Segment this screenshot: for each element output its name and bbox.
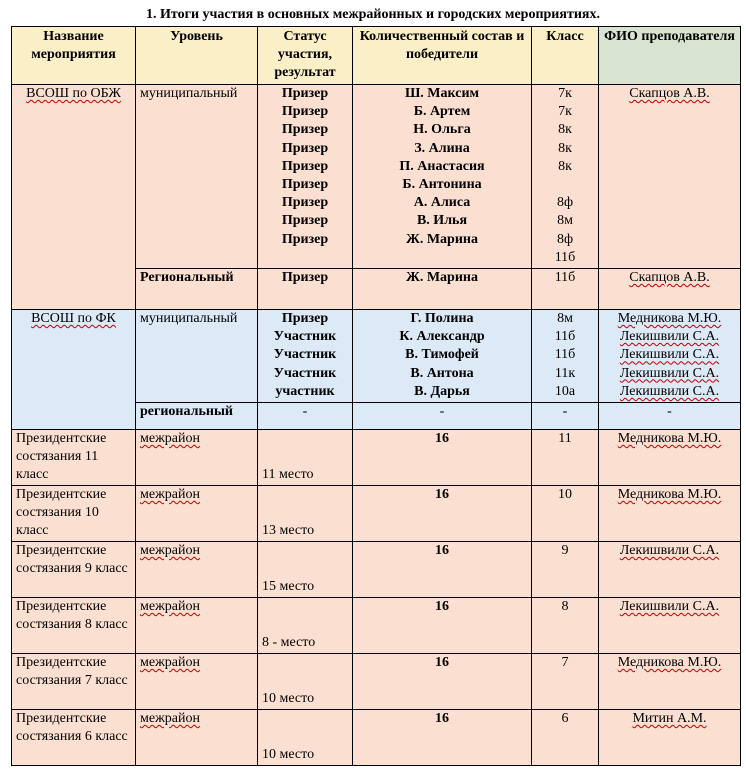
list-line: Б. Антонина xyxy=(402,177,482,193)
teacher-cell xyxy=(599,85,741,269)
teacher-cell xyxy=(599,486,741,542)
table-row-presidential xyxy=(12,486,741,542)
level-text: межрайон xyxy=(140,599,200,614)
list-line: Призер xyxy=(281,158,329,174)
status-cell: 10 место xyxy=(258,710,353,766)
teacher-text: Митин А.М. xyxy=(632,711,707,726)
list-line: Г. Полина xyxy=(410,311,474,326)
list-line: Призер xyxy=(281,140,329,156)
grade-list xyxy=(532,85,599,269)
header-row xyxy=(12,27,741,85)
teacher-text: Медникова М.Ю. xyxy=(617,487,722,502)
event-name: ВСОШ по ОБЖ xyxy=(26,86,121,101)
event-cell: Президентские состязания 8 класс xyxy=(12,598,136,654)
header-participants: Количественный состав и победители xyxy=(353,27,532,85)
list-line: Участник xyxy=(273,365,337,381)
list-line: 11б xyxy=(554,329,576,345)
table-row-fk-municipal xyxy=(12,310,741,403)
list-line: В. Дарья xyxy=(414,383,470,399)
event-cell: Президентские состязания 11 класс xyxy=(12,430,136,486)
list-line: К. Александр xyxy=(399,329,485,345)
results-table xyxy=(11,26,741,766)
grade-list xyxy=(532,310,599,403)
teacher-name: Лекишвили С.А. xyxy=(619,365,720,381)
teacher-cell xyxy=(599,542,741,598)
teacher-name: Лекишвили С.А. xyxy=(619,383,720,399)
level-text: межрайон xyxy=(140,431,200,446)
grade-cell: 11б xyxy=(532,269,599,310)
list-line: Призер xyxy=(281,177,329,193)
participants-cell: 16 xyxy=(353,542,532,598)
level-cell xyxy=(136,542,258,598)
event-cell-obzh xyxy=(12,85,136,310)
list-line: В. Антона xyxy=(410,365,474,381)
event-cell: Президентские состязания 6 класс xyxy=(12,710,136,766)
list-line: 11б xyxy=(554,249,576,265)
header-teacher: ФИО преподавателя xyxy=(599,27,741,85)
list-line: 8к xyxy=(558,122,572,138)
grade-cell: 9 xyxy=(532,542,599,598)
participants-cell: 16 xyxy=(353,430,532,486)
level-cell xyxy=(136,654,258,710)
list-line: 8к xyxy=(558,158,572,174)
list-line: Н. Ольга xyxy=(413,122,471,138)
status-cell: 13 место xyxy=(258,486,353,542)
list-line: 8м xyxy=(557,213,573,229)
list-line: участник xyxy=(275,383,335,399)
list-line: Участник xyxy=(273,347,337,363)
teacher-list xyxy=(599,310,741,403)
list-line: Участник xyxy=(273,329,337,345)
status-list xyxy=(258,310,353,403)
status-cell: - xyxy=(258,403,353,430)
level-cell: Региональный xyxy=(136,269,258,310)
status-cell: 11 место xyxy=(258,430,353,486)
table-row-presidential xyxy=(12,654,741,710)
list-line: А. Алиса xyxy=(413,195,471,211)
list-line: 8ф xyxy=(556,231,574,247)
teacher-name: Скапцов А.В. xyxy=(629,270,710,285)
list-line: 8к xyxy=(558,140,572,156)
status-cell: 15 место xyxy=(258,542,353,598)
header-grade: Класс xyxy=(532,27,599,85)
participants-cell: 16 xyxy=(353,598,532,654)
event-cell: Президентские состязания 7 класс xyxy=(12,654,136,710)
teacher-name: Скапцов А.В. xyxy=(629,86,710,101)
teacher-text: Лекишвили С.А. xyxy=(619,599,720,614)
teacher-text: Медникова М.Ю. xyxy=(617,655,722,670)
list-line xyxy=(603,383,736,401)
list-line: Призер xyxy=(281,213,329,229)
event-cell: Президентские состязания 10 класс xyxy=(12,486,136,542)
document-title: 1. Итоги участия в основных межрайонных и городских мероприятиях. xyxy=(146,7,600,22)
list-line: 8м xyxy=(557,311,573,326)
list-line: Призер xyxy=(281,86,329,101)
level-cell xyxy=(136,598,258,654)
teacher-cell xyxy=(599,710,741,766)
level-cell xyxy=(136,486,258,542)
teacher-cell: - xyxy=(599,403,741,430)
level-cell: муниципальный xyxy=(136,310,258,403)
level-text: межрайон xyxy=(140,711,200,726)
teacher-name: Лекишвили С.А. xyxy=(619,347,720,363)
teacher-text: Лекишвили С.А. xyxy=(619,543,720,558)
status-list xyxy=(258,85,353,269)
participants-list xyxy=(353,310,532,403)
status-cell: 8 - место xyxy=(258,598,353,654)
list-line: В. Илья xyxy=(416,213,468,229)
header-status: Статус участия, результат xyxy=(258,27,353,85)
list-line: 11к xyxy=(554,365,576,381)
list-line xyxy=(603,346,736,364)
list-line xyxy=(603,328,736,346)
grade-cell: 11 xyxy=(532,430,599,486)
grade-cell: 10 xyxy=(532,486,599,542)
teacher-cell xyxy=(599,430,741,486)
level-cell: региональный xyxy=(136,403,258,430)
grade-cell: 7 xyxy=(532,654,599,710)
list-line: 8ф xyxy=(556,195,574,211)
teacher-cell xyxy=(599,269,741,310)
list-line: Призер xyxy=(281,104,329,120)
event-cell-fk xyxy=(12,310,136,430)
participants-list xyxy=(353,85,532,269)
teacher-name: Медникова М.Ю. xyxy=(617,311,722,326)
participants-cell: - xyxy=(353,403,532,430)
list-line: 11б xyxy=(554,347,576,363)
list-line: Ж. Марина xyxy=(406,231,478,247)
level-cell: муниципальный xyxy=(136,85,258,269)
header-event: Название мероприятия xyxy=(12,27,136,85)
teacher-text: Медникова М.Ю. xyxy=(617,431,722,446)
list-line: 10а xyxy=(554,383,576,399)
list-line: 7к xyxy=(558,104,572,120)
teacher-cell xyxy=(599,598,741,654)
participants-cell: 16 xyxy=(353,654,532,710)
table-row-obzh-municipal xyxy=(12,85,741,269)
level-cell xyxy=(136,430,258,486)
level-cell xyxy=(136,710,258,766)
list-line xyxy=(603,365,736,383)
list-line: Б. Артем xyxy=(413,104,471,120)
participants-cell: Ж. Марина xyxy=(353,269,532,310)
list-line: З. Алина xyxy=(414,140,470,156)
participants-cell: 16 xyxy=(353,710,532,766)
list-line: П. Анастасия xyxy=(399,158,485,174)
table-row-presidential xyxy=(12,430,741,486)
level-text: межрайон xyxy=(140,655,200,670)
level-text: межрайон xyxy=(140,543,200,558)
status-cell: 10 место xyxy=(258,654,353,710)
list-line: Призер xyxy=(281,122,329,138)
grade-cell: 6 xyxy=(532,710,599,766)
table-row-presidential xyxy=(12,542,741,598)
event-cell: Президентские состязания 9 класс xyxy=(12,542,136,598)
table-row-presidential xyxy=(12,598,741,654)
list-line: Призер xyxy=(281,195,329,211)
list-line: В. Тимофей xyxy=(405,347,479,363)
list-line: Призер xyxy=(281,231,329,247)
list-line: Призер xyxy=(281,311,329,326)
level-text: межрайон xyxy=(140,487,200,502)
list-line xyxy=(603,310,736,328)
participants-cell: 16 xyxy=(353,486,532,542)
table-row-presidential xyxy=(12,710,741,766)
teacher-name: Лекишвили С.А. xyxy=(619,329,720,345)
list-line: Ш. Максим xyxy=(404,86,480,101)
event-name: ВСОШ по ФК xyxy=(31,311,116,326)
header-level: Уровень xyxy=(136,27,258,85)
list-line xyxy=(536,176,594,194)
grade-cell: 8 xyxy=(532,598,599,654)
teacher-cell xyxy=(599,654,741,710)
list-line: 7к xyxy=(558,86,572,101)
status-cell: Призер xyxy=(258,269,353,310)
grade-cell: - xyxy=(532,403,599,430)
